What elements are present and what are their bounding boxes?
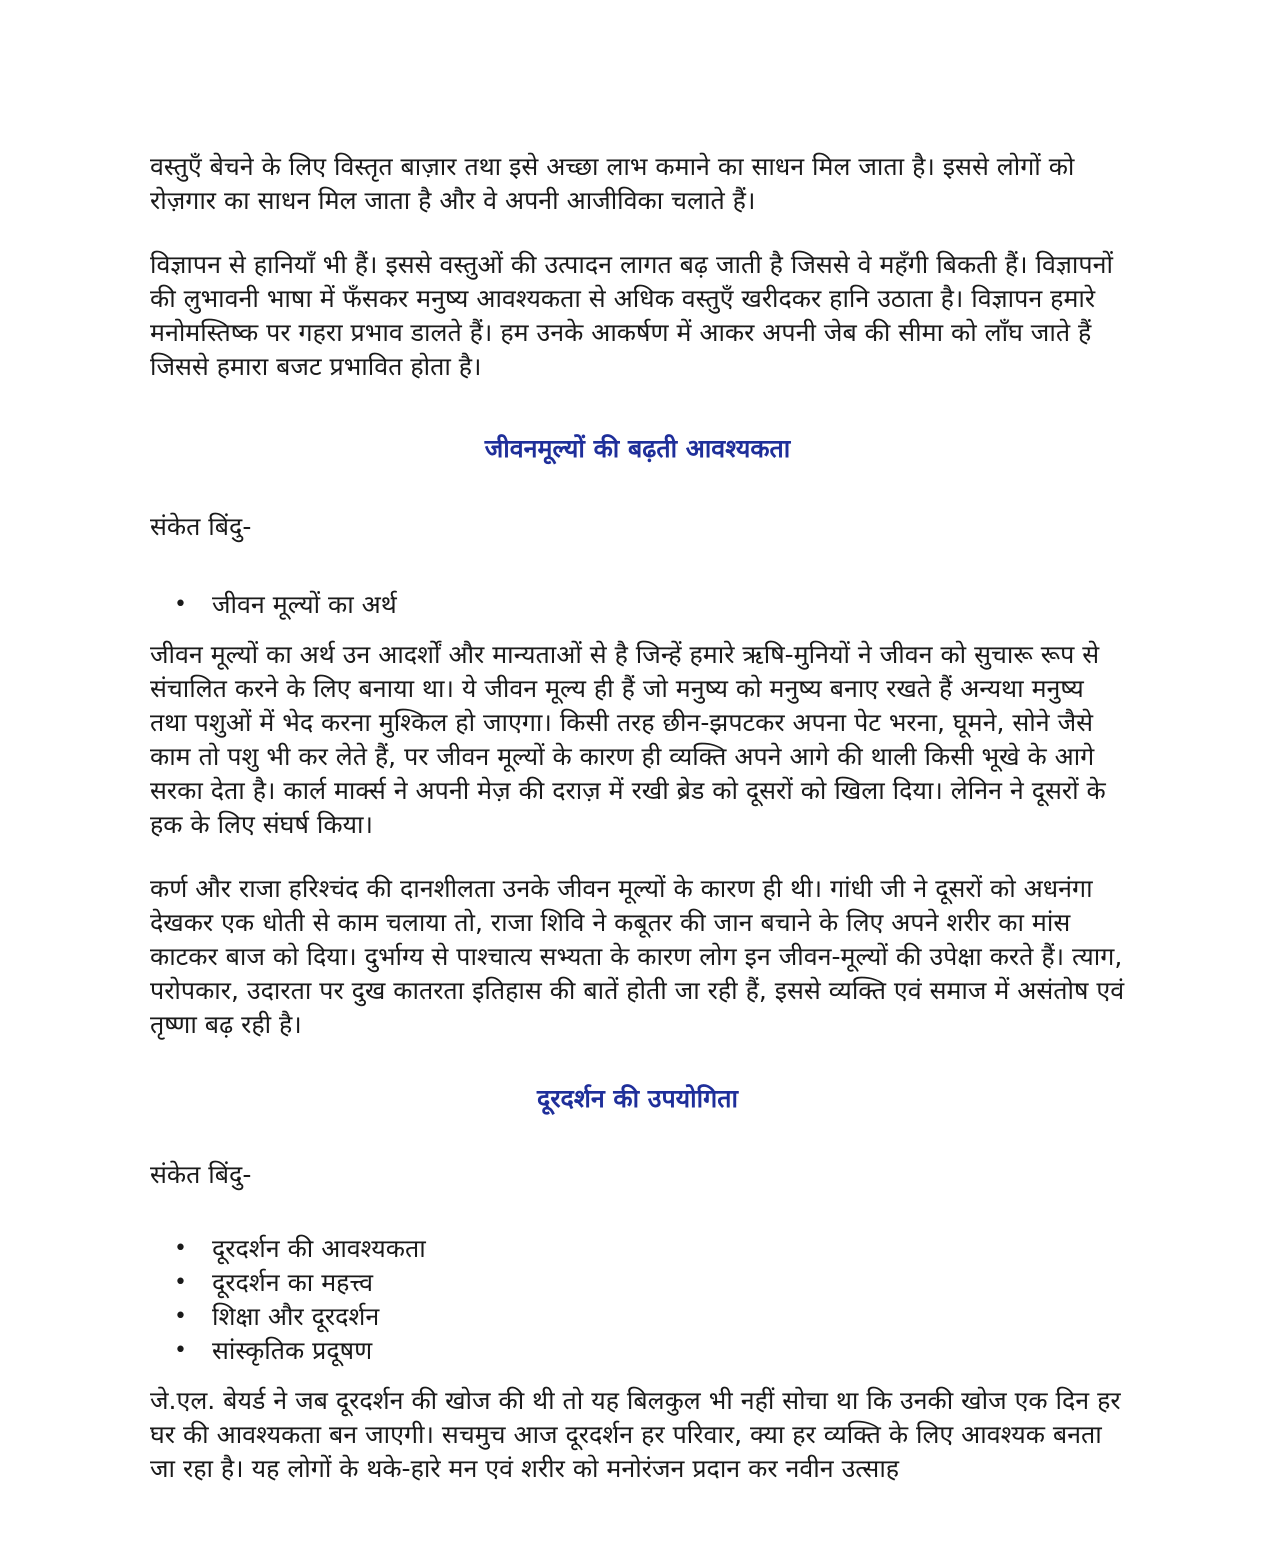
bullet-list-television <box>150 1232 1125 1368</box>
paragraph-television-intro: जे.एल. बेयर्ड ने जब दूरदर्शन की खोज की थी तो यह बिलकुल भी नहीं सोचा था कि उनकी खोज एक दिन हर घर की आवश्यकता बन जाएगी। सचमुच आज दूरदर्शन हर परिवार, क्या हर व्यक्ति के लिए आवश्यक बनता जा रहा है। यह लोगों के थके-हारे मन एवं शरीर को मनोरंजन प्रदान कर नवीन उत्साह <box>150 1386 1121 1483</box>
list-item: • दूरदर्शन की आवश्यकता <box>212 1232 1125 1266</box>
list-item: • सांस्कृतिक प्रदूषण <box>212 1334 1125 1368</box>
bullet-list-life-values <box>150 588 1125 622</box>
paragraph-life-values-examples: कर्ण और राजा हरिश्चंद की दानशीलता उनके जीवन मूल्यों के कारण ही थी। गांधी जी ने दूसरों को अधनंगा देखकर एक धोती से काम चलाया तो, राजा शिवि ने कबूतर की जान बचाने के लिए अपने शरीर का मांस काटकर बाज को दिया। दुर्भाग्य से पाश्चात्य सभ्यता के कारण लोग इन जीवन-मूल्यों की उपेक्षा करते हैं। त्याग, परोपकार, उदारता पर दुख कातरता इतिहास की बातें होती जा रही हैं, इससे व्यक्ति एवं समाज में असंतोष एवं तृष्णा बढ़ रही है। <box>150 874 1125 1039</box>
document-page <box>150 150 1125 1486</box>
hint-label-life-values: संकेत बिंदु- <box>150 512 252 541</box>
list-item: • जीवन मूल्यों का अर्थ <box>212 588 1125 622</box>
paragraph-advertising-harms: विज्ञापन से हानियाँ भी हैं। इससे वस्तुओं की उत्पादन लागत बढ़ जाती है जिससे वे महँगी बिकती हैं। विज्ञापनों की लुभावनी भाषा में फँसकर मनुष्य आवश्यकता से अधिक वस्तुएँ खरीदकर हानि उठाता है। विज्ञापन हमारे मनोमस्तिष्क पर गहरा प्रभाव डालते हैं। हम उनके आकर्षण में आकर अपनी जेब की सीमा को लाँघ जाते हैं जिससे हमारा बजट प्रभावित होता है। <box>150 250 1113 381</box>
list-item: • शिक्षा और दूरदर्शन <box>212 1300 1125 1334</box>
paragraph-life-values-meaning: जीवन मूल्यों का अर्थ उन आदर्शों और मान्यताओं से है जिन्हें हमारे ऋषि-मुनियों ने जीवन को सुचारू रूप से संचालित करने के लिए बनाया था। ये जीवन मूल्य ही हैं जो मनुष्य को मनुष्य बनाए रखते हैं अन्यथा मनुष्य तथा पशुओं में भेद करना मुश्किल हो जाएगा। किसी तरह छीन-झपटकर अपना पेट भरना, घूमने, सोने जैसे काम तो पशु भी कर लेते हैं, पर जीवन मूल्यों के कारण ही व्यक्ति अपने आगे की थाली किसी भूखे के आगे सरका देता है। कार्ल मार्क्स ने अपनी मेज़ की दराज़ में रखी ब्रेड को दूसरों को खिला दिया। लेनिन ने दूसरों के हक के लिए संघर्ष किया। <box>150 640 1106 839</box>
hint-label-television: संकेत बिंदु- <box>150 1160 252 1189</box>
list-item: • दूरदर्शन का महत्त्व <box>212 1266 1125 1300</box>
paragraph-advertising-benefits: वस्तुएँ बेचने के लिए विस्तृत बाज़ार तथा इसे अच्छा लाभ कमाने का साधन मिल जाता है। इससे लोगों को रोज़गार का साधन मिल जाता है और वे अपनी आजीविका चलाते हैं। <box>150 152 1075 215</box>
section-heading-television: दूरदर्शन की उपयोगिता <box>537 1084 738 1113</box>
section-heading-life-values: जीवनमूल्यों की बढ़ती आवश्यकता <box>484 434 791 463</box>
